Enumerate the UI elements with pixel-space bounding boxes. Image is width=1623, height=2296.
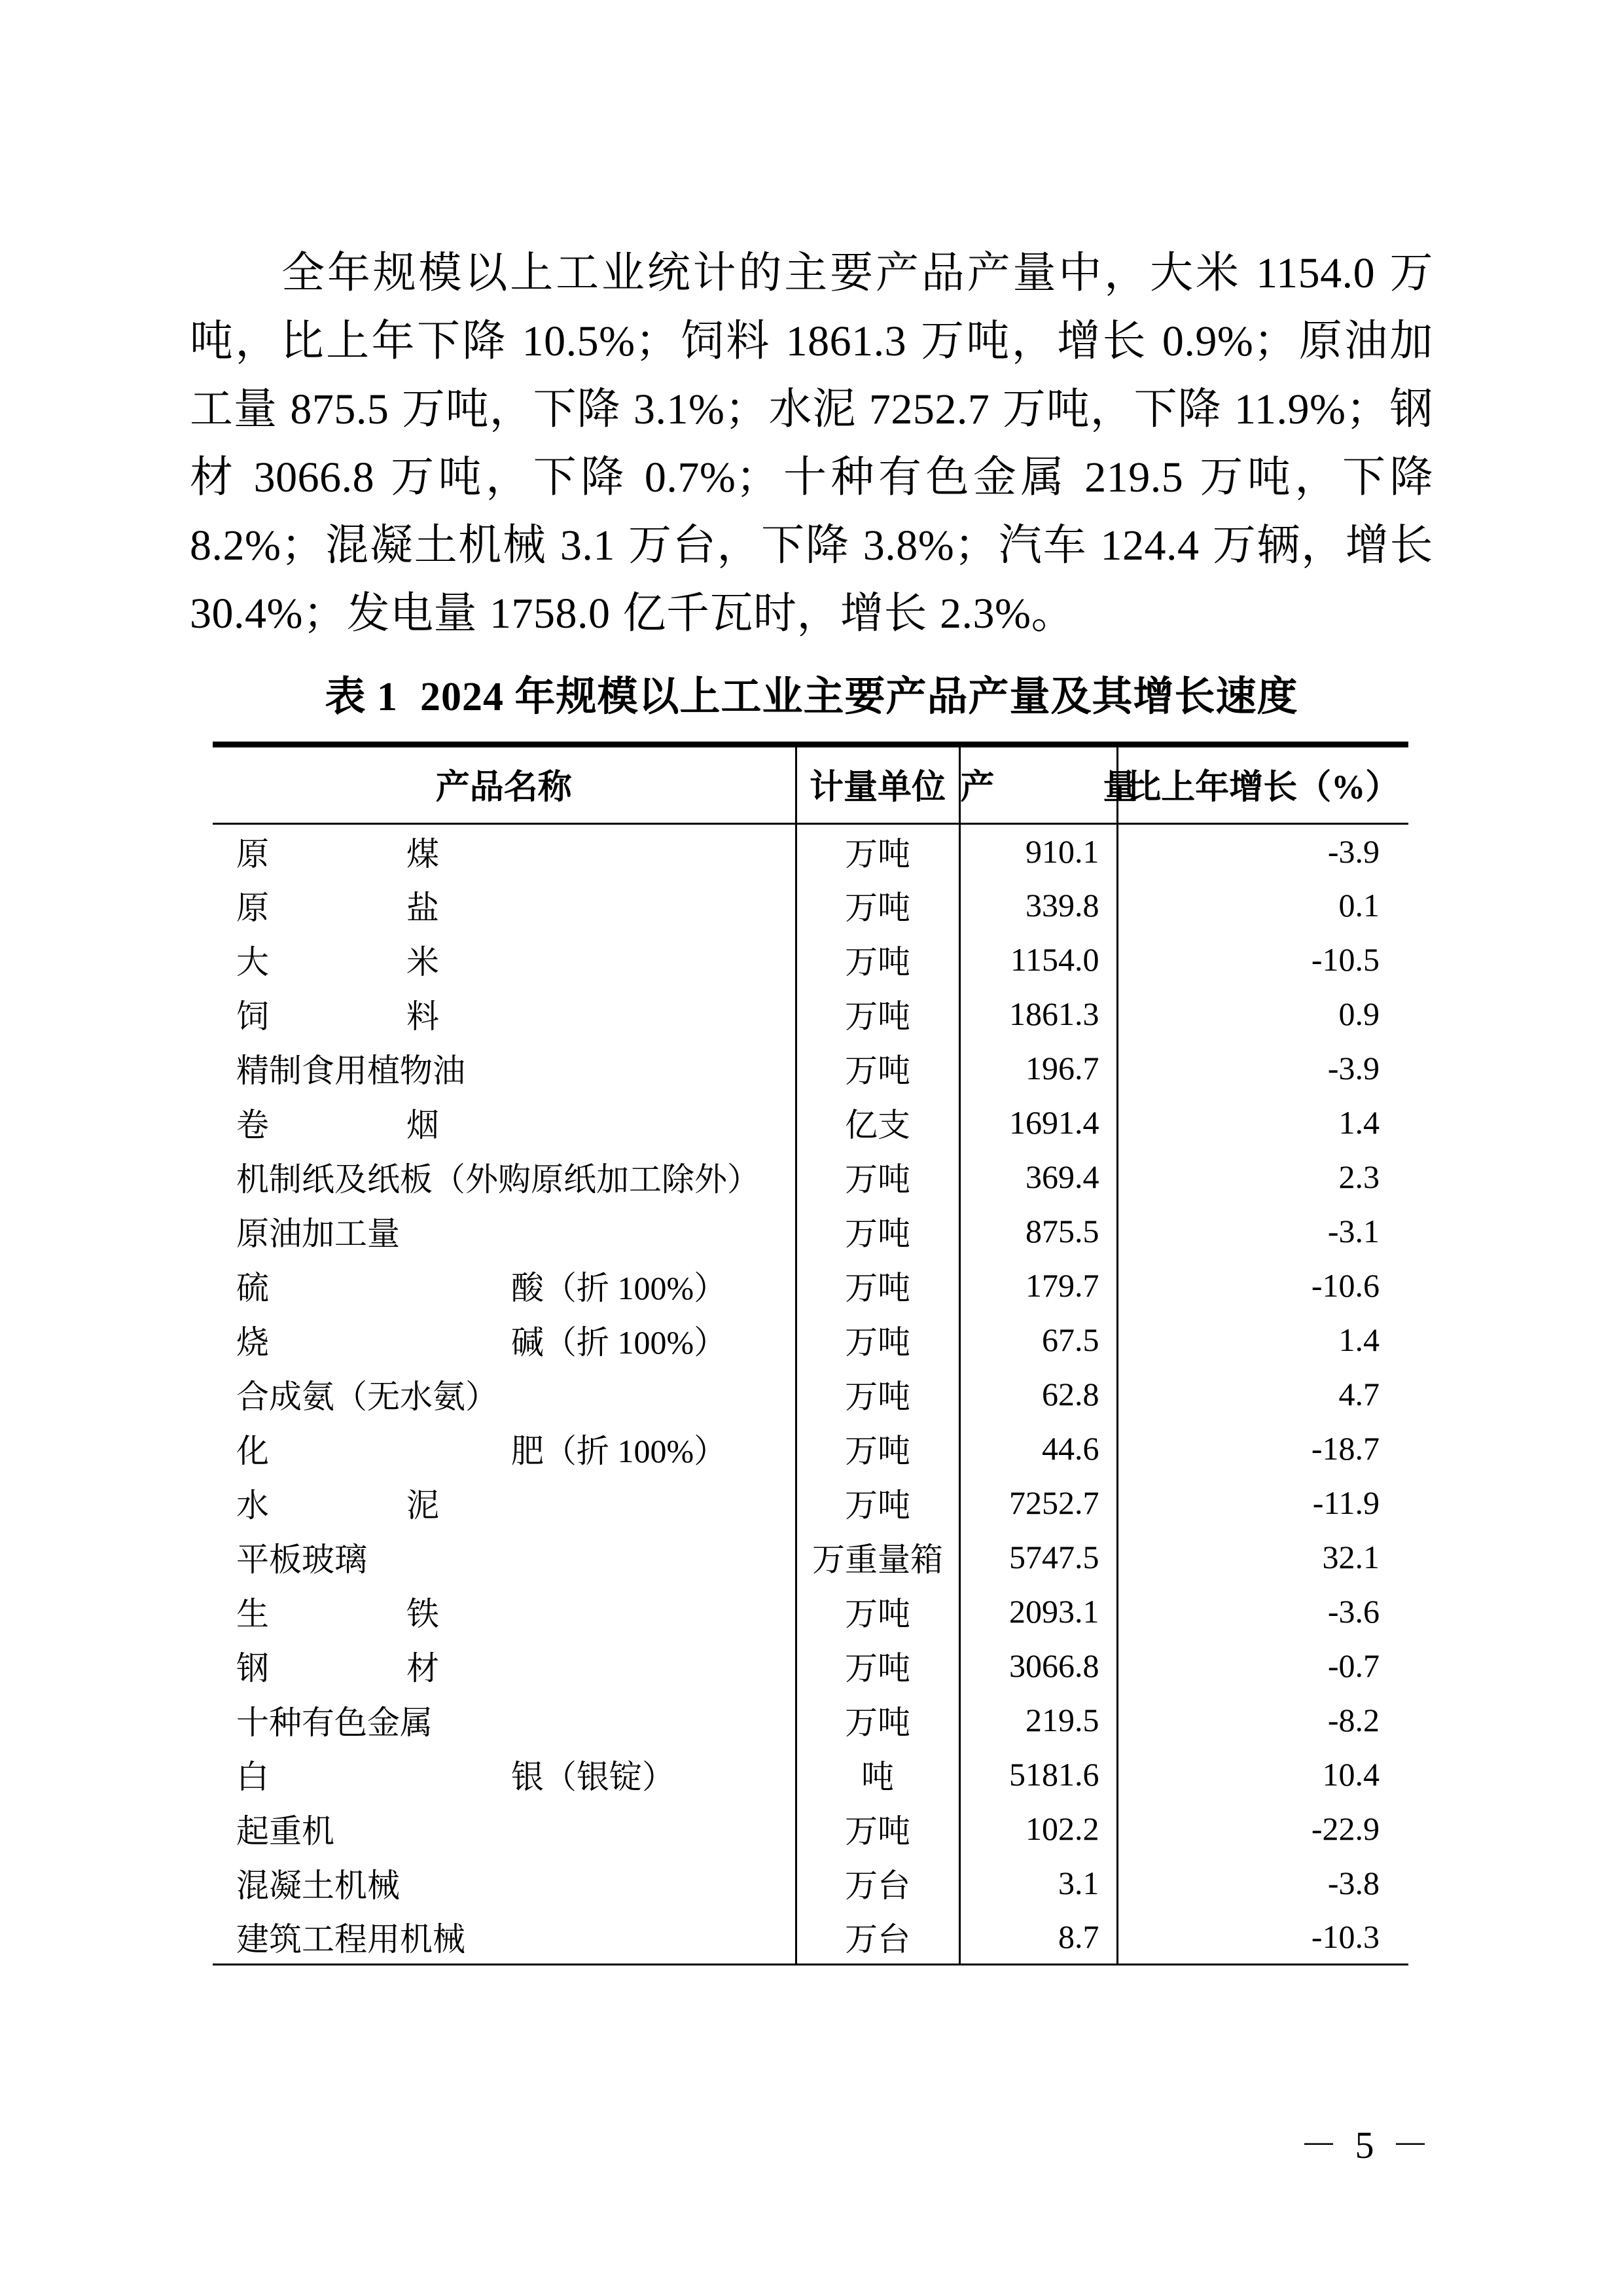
cell-growth: -3.9 — [1117, 1041, 1408, 1096]
product-name-text: 精制食用植物油 — [236, 1052, 465, 1089]
product-name-text: 硫 酸 — [236, 1270, 544, 1306]
cell-quantity: 67.5 — [959, 1313, 1117, 1367]
cell-product-name — [213, 1748, 796, 1802]
cell-quantity: 1154.0 — [959, 933, 1117, 987]
cell-unit: 万吨 — [796, 1150, 959, 1204]
cell-growth: -3.8 — [1117, 1856, 1408, 1910]
product-name-text: 机制纸及纸板（外购原纸加工除外） — [236, 1161, 760, 1198]
cell-quantity: 7252.7 — [959, 1476, 1117, 1530]
product-name-text: 原油加工量 — [236, 1215, 400, 1252]
cell-unit: 万吨 — [796, 1639, 959, 1693]
table-row — [213, 1150, 1408, 1204]
cell-product-name — [213, 987, 796, 1041]
table-header-row — [213, 745, 1408, 824]
table-row — [213, 987, 1408, 1041]
product-name-text: 大米 — [236, 944, 439, 980]
cell-product-name — [213, 1096, 796, 1150]
cell-quantity: 62.8 — [959, 1367, 1117, 1422]
table-row — [213, 1748, 1408, 1802]
table-row — [213, 1910, 1408, 1965]
cell-product-name — [213, 824, 796, 878]
cell-quantity: 910.1 — [959, 824, 1117, 878]
cell-quantity: 5181.6 — [959, 1748, 1117, 1802]
cell-growth: 2.3 — [1117, 1150, 1408, 1204]
cell-growth: -11.9 — [1117, 1476, 1408, 1530]
table-row — [213, 878, 1408, 933]
cell-growth: -3.9 — [1117, 824, 1408, 878]
cell-product-name — [213, 1530, 796, 1585]
cell-product-name — [213, 1639, 796, 1693]
product-name-text: 水泥 — [236, 1487, 439, 1524]
cell-product-name — [213, 1856, 796, 1910]
cell-unit: 万重量箱 — [796, 1530, 959, 1585]
table-row — [213, 1585, 1408, 1639]
table-row — [213, 1422, 1408, 1476]
product-name-text: 钢材 — [236, 1650, 439, 1687]
product-name-text: 原煤 — [236, 835, 439, 872]
cell-growth: -3.1 — [1117, 1204, 1408, 1259]
cell-growth: -8.2 — [1117, 1693, 1408, 1748]
cell-product-name — [213, 878, 796, 933]
cell-quantity: 369.4 — [959, 1150, 1117, 1204]
table-row — [213, 1367, 1408, 1422]
table-row — [213, 1802, 1408, 1856]
cell-growth: -22.9 — [1117, 1802, 1408, 1856]
cell-product-name — [213, 1910, 796, 1965]
body-paragraph: 全年规模以上工业统计的主要产品产量中，大米 1154.0 万吨，比上年下降 10.5%；饲料 1861.3 万吨，增长 0.9%；原油加工量 875.5 万吨，下降 3.1%；水泥 7252.7 万吨，下降 11.9%；钢材 3066.8 万吨，下降 0.7%；十种有色金属 219.5 万吨，下降 8.2%；混凝土机械 3.1 万台，下降 3.8%；汽车 124.4 万辆，增长 30.4%；发电量 1758.0 亿千瓦时，增长 2.3%。 — [190, 249, 1433, 637]
cell-unit: 万吨 — [796, 878, 959, 933]
table-label: 表 1 — [325, 675, 398, 719]
product-output-table — [213, 742, 1408, 1965]
product-name-text: 十种有色金属 — [236, 1704, 433, 1741]
cell-unit: 万吨 — [796, 987, 959, 1041]
column-header-quantity — [959, 745, 1137, 824]
table-row — [213, 1313, 1408, 1367]
cell-growth: -10.3 — [1117, 1910, 1408, 1965]
table-row — [213, 1856, 1408, 1910]
cell-product-name — [213, 1585, 796, 1639]
cell-quantity: 8.7 — [959, 1910, 1117, 1965]
table-row — [213, 1530, 1408, 1585]
table-row — [213, 824, 1408, 878]
cell-quantity: 44.6 — [959, 1422, 1117, 1476]
cell-product-name — [213, 1802, 796, 1856]
cell-unit: 万吨 — [796, 1259, 959, 1313]
cell-unit: 万吨 — [796, 1041, 959, 1096]
product-name-text: 烧 碱 — [236, 1324, 544, 1361]
column-header-unit: 计量单位 — [796, 745, 959, 824]
cell-product-name — [213, 1150, 796, 1204]
column-header-quantity-text: 产 量 — [960, 769, 1137, 806]
product-name-text: 卷烟 — [236, 1107, 439, 1143]
product-name-suffix: （折 100%） — [544, 1270, 727, 1306]
page-number: － 5 － — [1299, 2124, 1433, 2166]
cell-growth: 32.1 — [1117, 1530, 1408, 1585]
product-name-text: 化 肥 — [236, 1433, 544, 1469]
cell-unit: 亿支 — [796, 1096, 959, 1150]
cell-unit: 万吨 — [796, 1204, 959, 1259]
cell-product-name — [213, 1422, 796, 1476]
table-row — [213, 1041, 1408, 1096]
cell-quantity: 1691.4 — [959, 1096, 1117, 1150]
product-output-table-wrapper — [213, 742, 1408, 1965]
cell-unit: 吨 — [796, 1748, 959, 1802]
product-name-text: 合成氨（无水氨） — [236, 1378, 498, 1415]
cell-unit: 万吨 — [796, 1422, 959, 1476]
cell-quantity: 5747.5 — [959, 1530, 1117, 1585]
table-row — [213, 933, 1408, 987]
cell-unit: 万吨 — [796, 1585, 959, 1639]
cell-product-name — [213, 1313, 796, 1367]
table-row — [213, 1259, 1408, 1313]
table-body — [213, 824, 1408, 1965]
product-name-text: 建筑工程用机械 — [236, 1921, 465, 1958]
cell-quantity: 219.5 — [959, 1693, 1117, 1748]
cell-quantity: 179.7 — [959, 1259, 1117, 1313]
product-name-text: 生铁 — [236, 1596, 439, 1632]
product-name-suffix: （银锭） — [544, 1759, 675, 1795]
product-name-text: 饲料 — [236, 998, 439, 1035]
cell-growth: 0.9 — [1117, 987, 1408, 1041]
table-row — [213, 1096, 1408, 1150]
cell-unit: 万吨 — [796, 1313, 959, 1367]
cell-quantity: 339.8 — [959, 878, 1117, 933]
cell-unit: 万吨 — [796, 1802, 959, 1856]
cell-growth: 1.4 — [1117, 1313, 1408, 1367]
cell-quantity: 3.1 — [959, 1856, 1117, 1910]
cell-quantity: 1861.3 — [959, 987, 1117, 1041]
table-header — [213, 745, 1408, 824]
cell-growth: -3.6 — [1117, 1585, 1408, 1639]
product-name-text: 起重机 — [236, 1813, 334, 1850]
cell-growth: -0.7 — [1117, 1639, 1408, 1693]
cell-unit: 万吨 — [796, 1367, 959, 1422]
cell-growth: 0.1 — [1117, 878, 1408, 933]
table-caption — [190, 668, 1433, 726]
cell-growth: 1.4 — [1117, 1096, 1408, 1150]
cell-unit: 万吨 — [796, 933, 959, 987]
column-header-product-name: 产品名称 — [213, 745, 796, 824]
cell-growth: 4.7 — [1117, 1367, 1408, 1422]
cell-product-name — [213, 1693, 796, 1748]
table-row — [213, 1639, 1408, 1693]
product-name-text: 白 银 — [236, 1759, 544, 1795]
cell-product-name — [213, 1041, 796, 1096]
cell-unit: 万台 — [796, 1910, 959, 1965]
cell-unit: 万吨 — [796, 1476, 959, 1530]
cell-unit: 万台 — [796, 1856, 959, 1910]
table-row — [213, 1204, 1408, 1259]
cell-product-name — [213, 1259, 796, 1313]
product-name-text: 混凝土机械 — [236, 1867, 400, 1904]
product-name-suffix: （折 100%） — [544, 1324, 727, 1361]
cell-product-name — [213, 1367, 796, 1422]
table-row — [213, 1693, 1408, 1748]
cell-unit: 万吨 — [796, 1693, 959, 1748]
table-row — [213, 1476, 1408, 1530]
table-title-text: 2024 年规模以上工业主要产品产量及其增长速度 — [420, 675, 1298, 719]
cell-product-name — [213, 1476, 796, 1530]
product-name-text: 平板玻璃 — [236, 1541, 367, 1578]
cell-quantity: 875.5 — [959, 1204, 1117, 1259]
cell-growth: 10.4 — [1117, 1748, 1408, 1802]
cell-product-name — [213, 933, 796, 987]
cell-product-name — [213, 1204, 796, 1259]
cell-quantity: 3066.8 — [959, 1639, 1117, 1693]
cell-unit: 万吨 — [796, 824, 959, 878]
cell-quantity: 102.2 — [959, 1802, 1117, 1856]
cell-quantity: 2093.1 — [959, 1585, 1117, 1639]
cell-growth: -10.6 — [1117, 1259, 1408, 1313]
cell-quantity: 196.7 — [959, 1041, 1117, 1096]
column-header-growth: 比上年增长（%） — [1117, 745, 1408, 824]
cell-growth: -10.5 — [1117, 933, 1408, 987]
product-name-suffix: （折 100%） — [544, 1433, 727, 1469]
product-name-text: 原盐 — [236, 889, 439, 926]
cell-growth: -18.7 — [1117, 1422, 1408, 1476]
